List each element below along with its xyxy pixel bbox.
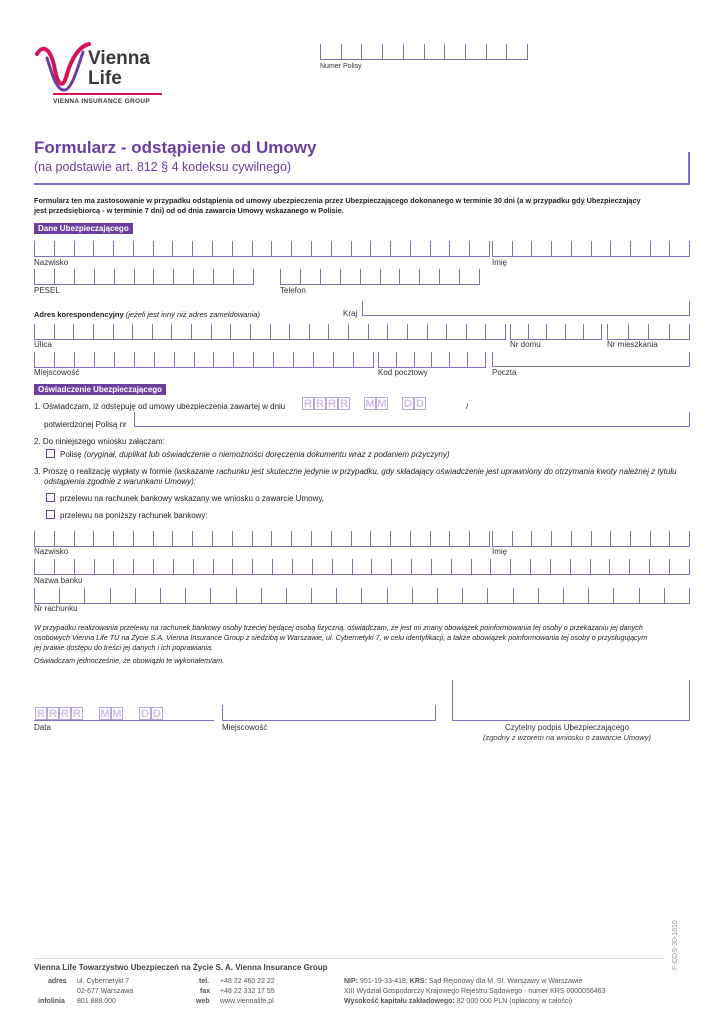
footer-hotline-key: infolinia [38, 998, 65, 1005]
first-name-input[interactable] [492, 241, 690, 257]
intro-text: Formularz ten ma zastosowanie w przypadku odstąpienia od umowy ubezpieczenia przez Ubezpieczającego dokonanego w terminie 30 dni (a w przypadku gdy Ubezpieczający [34, 196, 641, 205]
title-rule-bottom [34, 183, 690, 185]
page-title: Formularz - odstąpienie od Umowy [34, 138, 317, 157]
policy-number-input[interactable] [320, 44, 528, 60]
gdpr-text-4: Oświadczam jednocześnie, że obowiązki te wykonałem/am. [34, 656, 225, 665]
footer-address-2: 02-677 Warszawa [77, 988, 134, 995]
footer-nip-krs: NIP: 951-19-33-418; KRS: Sąd Rejonowy dla M. St. Warszawy w Warszawie [344, 978, 583, 985]
footer-tel: +48 22 460 22 22 [220, 978, 275, 985]
statement-1-policy: potwierdzonej Polisą nr [44, 420, 127, 429]
section-statement: Oświadczenie Ubezpieczającego [34, 384, 166, 395]
postal-code-input[interactable] [378, 352, 486, 368]
footer-divider [34, 958, 664, 959]
statement-1: 1. Oświadczam, iż odstępuję od umowy ubezpieczenia zawartej w dniu [34, 402, 286, 411]
house-number-label: Nr domu [510, 340, 541, 349]
post-office-input[interactable] [492, 352, 690, 367]
surname-label: Nazwisko [34, 258, 69, 267]
payout-option-2-label: przelewu na poniższy rachunek bankowy: [60, 511, 208, 520]
apartment-number-input[interactable] [607, 324, 690, 340]
apartment-number-label: Nr mieszkania [607, 340, 658, 349]
gdpr-text-1: W przypadku realizowania przelewu na rachunek bankowy osoby trzeciej będącej osobą fizyczną, oświadczam, że jest mi znany obowiązek poinformowania tej osoby o przekazaniu jej danych [34, 623, 643, 632]
logo-life: Life [88, 68, 122, 89]
signature-input[interactable] [452, 680, 690, 721]
house-number-input[interactable] [510, 324, 602, 340]
sign-date-input[interactable]: R R R R M M D D [35, 707, 163, 720]
form-code: F-ODS-30-1610 [672, 920, 679, 970]
gdpr-text-2: osobowych Vienna Life TU na Życie S.A. Vienna Insurance Group z siedzibą w Warszawie, ul. Cybernetyki 7, w celu identyfikacji, a także obowiązek poinformowania tej osoby o przysługującym [34, 633, 648, 642]
signature-note: (zgodny z wzorem na wniosku o zawarcie Umowy) [483, 733, 651, 742]
first-name-label: Imię [492, 258, 508, 267]
postal-code-label: Kod pocztowy [378, 368, 428, 377]
phone-label: Telefon [280, 286, 306, 295]
footer-fax: +48 22 332 17 55 [220, 988, 275, 995]
city-input[interactable] [34, 352, 374, 368]
bank-surname-label: Nazwisko [34, 547, 69, 556]
pesel-input[interactable] [34, 269, 254, 285]
country-input[interactable] [362, 301, 690, 316]
bank-surname-input[interactable] [34, 531, 490, 547]
logo-group: VIENNA INSURANCE GROUP [53, 98, 151, 105]
bank-name-label: Nazwa banku [34, 576, 83, 585]
phone-input[interactable] [280, 269, 480, 285]
signature-label: Czytelny podpis Ubezpieczającego [505, 723, 630, 732]
payout-option-2-checkbox[interactable] [46, 510, 55, 519]
account-number-label: Nr rachunku [34, 604, 78, 613]
title-rule-right [688, 152, 690, 185]
vienna-life-logo-icon [33, 40, 93, 96]
footer-company: Vienna Life Towarzystwo Ubezpieczeń na Życie S. A. Vienna Insurance Group [34, 963, 328, 972]
policy-confirm-input[interactable] [134, 412, 690, 427]
attach-policy-label: Polisę (oryginał, duplikat lub oświadczenie o niemożności doręczenia dokumentu wraz z podaniem przyczyny) [60, 450, 450, 459]
bank-first-name-input[interactable] [492, 531, 690, 547]
city-label: Miejscowość [34, 368, 80, 377]
footer-web[interactable]: www.viennalife.pl [220, 998, 274, 1005]
logo-divider [53, 93, 162, 95]
footer-address-1: ul. Cybernetyki 7 [77, 978, 130, 985]
bank-name-input[interactable] [34, 559, 690, 575]
footer-hotline: 801 888 000 [77, 998, 116, 1005]
street-input[interactable] [34, 324, 506, 340]
footer-capital: Wysokość kapitału zakładowego: 82 000 000 PLN (opłacony w całości) [344, 998, 573, 1005]
sign-date-line [34, 720, 214, 721]
address-label: Adres korespondencyjny (jeżeli jest inny niż adres zameldowania) [34, 310, 260, 319]
account-number-input[interactable] [34, 588, 690, 604]
gdpr-text-3: jej prawie dostępu do treści jej danych i ich poprawiania. [34, 643, 213, 652]
footer-fax-key: fax [200, 988, 211, 995]
country-label: Kraj [343, 309, 358, 318]
surname-input[interactable] [34, 241, 490, 257]
street-label: Ulica [34, 340, 52, 349]
page-subtitle: (na podstawie art. 812 § 4 kodeksu cywilnego) [34, 160, 292, 174]
payout-option-1-checkbox[interactable] [46, 493, 55, 502]
statement-3-cont: odstąpienia zgodnie z warunkami Umowy): [44, 477, 197, 486]
withdrawal-date-input[interactable]: R R R R M M D D [302, 397, 426, 410]
section-insured-data: Dane Ubezpieczającego [34, 223, 133, 234]
policy-number-label: Numer Polisy [320, 63, 362, 70]
bank-first-name-label: Imię [492, 547, 508, 556]
footer-web-key: web [196, 998, 210, 1005]
pesel-label: PESEL [34, 286, 60, 295]
sign-date-label: Data [34, 723, 51, 732]
footer-address-key: adres [48, 978, 67, 985]
footer-krs-2: XIII Wydział Gospodarczy Krajowego Rejestru Sądowego - numer KRS 0000056463 [344, 988, 606, 995]
footer-tel-key: tel. [199, 978, 210, 985]
intro-text-2: jest przedsiębiorcą - w terminie 7 dni) od od dnia zawarcia Umowy wskazanego w Polisie. [34, 206, 344, 215]
post-office-label: Poczta [492, 368, 517, 377]
logo-vienna: Vienna [88, 48, 150, 69]
attach-policy-checkbox[interactable] [46, 449, 55, 458]
date-slash: / [466, 402, 469, 411]
statement-3: 3. Proszę o realizację wypłaty w formie (wskazanie rachunku jest skuteczne jedynie w przypadku, gdy składający oświadczenie jest uprawniony do otrzymania kwoty należnej z tytułu [34, 467, 677, 476]
statement-2: 2. Do niniejszego wniosku załączam: [34, 437, 165, 446]
sign-city-label: Miejscowość [222, 723, 268, 732]
sign-city-input[interactable] [222, 705, 436, 721]
payout-option-1-label: przelewu na rachunek bankowy wskazany we wniosku o zawarcie Umowy, [60, 494, 324, 503]
